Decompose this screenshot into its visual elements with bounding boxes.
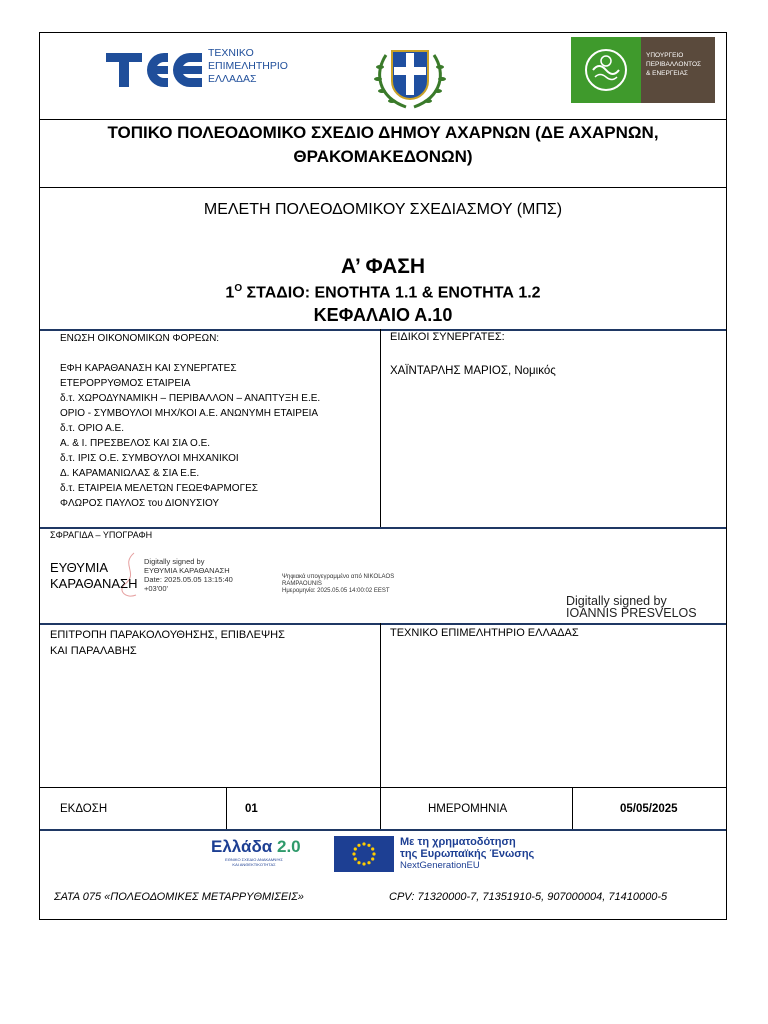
consortium-title: ΕΝΩΣΗ ΟΙΚΟΝΟΜΙΚΩΝ ΦΟΡΕΩΝ: bbox=[60, 333, 220, 344]
special-partners-title: ΕΙΔΙΚΟΙ ΣΥΝΕΡΓΑΤΕΣ: bbox=[390, 331, 505, 343]
list-item: ΕΦΗ ΚΑΡΑΘΑΝΑΣΗ ΚΑΙ ΣΥΝΕΡΓΑΤΕΣ bbox=[60, 363, 237, 374]
ministry-name-line: & ΕΝΕΡΓΕΙΑΣ bbox=[646, 70, 688, 77]
signer-name-line: ΚΑΡΑΘΑΝΑΣΗ bbox=[50, 576, 138, 591]
signature-line: ΕΥΘΥΜΙΑ ΚΑΡΑΘΑΝΑΣΗ bbox=[144, 566, 230, 575]
ministry-name bbox=[641, 37, 715, 103]
stamp-label: ΣΦΡΑΓΙΔΑ – ΥΠΟΓΡΑΦΗ bbox=[50, 530, 153, 540]
column-divider bbox=[380, 623, 381, 787]
ministry-logo bbox=[571, 37, 715, 103]
list-item: δ.τ. ΙΡΙΣ Ο.Ε. ΣΥΜΒΟΥΛΟΙ ΜΗΧΑΝΙΚΟΙ bbox=[60, 453, 239, 464]
second-digital-signature bbox=[282, 574, 394, 595]
tee-name-line: ΕΠΙΜΕΛΗΤΗΡΙΟ bbox=[208, 60, 288, 72]
greece-logo-subtitle: ΚΑΙ ΑΝΘΕΚΤΙΚΟΤΗΤΑΣ bbox=[232, 862, 276, 867]
eu-flag-icon bbox=[334, 836, 394, 872]
technical-chamber-title: ΤΕΧΝΙΚΟ ΕΠΙΜΕΛΗΤΗΡΙΟ ΕΛΛΑΔΑΣ bbox=[390, 627, 579, 639]
stage-superscript: Ο bbox=[234, 283, 243, 294]
committee-title-line: ΕΠΙΤΡΟΠΗ ΠΑΡΑΚΟΛΟΥΘΗΣΗΣ, ΕΠΙΒΛΕΨΗΣ bbox=[50, 629, 285, 641]
signature-line: Date: 2025.05.05 13:15:40 bbox=[144, 575, 233, 584]
cpv-codes: CPV: 71320000-7, 71351910-5, 907000004, 71410000-5 bbox=[389, 891, 668, 903]
column-divider bbox=[226, 787, 227, 829]
signature-line: IOANNIS PRESVELOS bbox=[566, 606, 697, 620]
digital-signature-detail bbox=[144, 557, 233, 593]
date-label: ΗΜΕΡΟΜΗΝΙΑ bbox=[428, 803, 508, 815]
list-item: δ.τ. ΟΡΙΟ Α.Ε. bbox=[60, 423, 124, 434]
edition-value: 01 bbox=[245, 803, 258, 815]
ministry-name-line: ΠΕΡΙΒΑΛΛΟΝΤΟΣ bbox=[646, 61, 702, 68]
divider bbox=[40, 527, 726, 529]
date-value: 05/05/2025 bbox=[620, 803, 678, 815]
tee-name-line: ΤΕΧΝΙΚΟ bbox=[208, 47, 254, 59]
list-item: Δ. ΚΑΡΑΜΑΝΙΩΛΑΣ & ΣΙΑ Ε.Ε. bbox=[60, 468, 200, 479]
greece-logo-word: Ελλάδα bbox=[211, 837, 273, 856]
next-generation-eu: NextGenerationEU bbox=[400, 860, 480, 871]
signer-name-line: ΕΥΘΥΜΙΑ bbox=[50, 560, 109, 575]
phase-title: Α’ ΦΑΣΗ bbox=[340, 255, 426, 278]
plan-title-line: ΤΟΠΙΚΟ ΠΟΛΕΟΔΟΜΙΚΟ ΣΧΕΔΙΟ ΔΗΜΟΥ ΑΧΑΡΝΩΝ (ΔΕ ΑΧΑΡΝΩΝ, bbox=[107, 123, 659, 142]
divider bbox=[40, 329, 726, 331]
list-item: δ.τ. ΧΩΡΟΔΥΝΑΜΙΚΗ – ΠΕΡΙΒΑΛΛΟΝ – ΑΝΑΠΤΥΞΗ Ε.Ε. bbox=[60, 393, 321, 404]
plan-title-line: ΘΡΑΚΟΜΑΚΕΔΟΝΩΝ) bbox=[293, 147, 473, 166]
eu-funding-line: Με τη χρηματοδότηση bbox=[400, 836, 516, 848]
cover-page-frame bbox=[39, 32, 727, 920]
signature-line: Ψηφιακά υπογεγραμμένο από NIKOLAOS bbox=[282, 574, 395, 580]
divider bbox=[40, 119, 726, 120]
divider bbox=[40, 187, 726, 188]
divider bbox=[40, 829, 726, 831]
committee-title-line: ΚΑΙ ΠΑΡΑΛΑΒΗΣ bbox=[50, 645, 137, 657]
ministry-name-line: ΥΠΟΥΡΓΕΙΟ bbox=[646, 52, 684, 59]
stage-text: ΣΤΑΔΙΟ: ΕΝΟΤΗΤΑ 1.1 & ΕΝΟΤΗΤΑ 1.2 bbox=[242, 284, 541, 302]
signature-line: Digitally signed by bbox=[566, 594, 667, 608]
funding-program: ΣΑΤΑ 075 «ΠΟΛΕΟΔΟΜΙΚΕΣ ΜΕΤΑΡΡΥΘΜΙΣΕΙΣ» bbox=[54, 891, 304, 903]
eu-funding-text bbox=[400, 836, 534, 872]
stage-title bbox=[40, 283, 726, 302]
tee-name bbox=[208, 47, 288, 86]
third-digital-signature bbox=[566, 595, 697, 619]
list-item: ΕΤΕΡΟΡΡΥΘΜΟΣ ΕΤΑΙΡΕΙΑ bbox=[60, 378, 191, 389]
special-partner-name: ΧΑΪΝΤΑΡΛΗΣ ΜΑΡΙΟΣ, Νομικός bbox=[390, 365, 556, 377]
signer-name bbox=[50, 560, 137, 592]
column-divider bbox=[572, 787, 573, 829]
chapter-title: ΚΕΦΑΛΑΙΟ Α.10 bbox=[313, 305, 453, 325]
hellenic-republic-emblem-icon bbox=[370, 37, 450, 113]
divider bbox=[40, 787, 726, 788]
plan-title bbox=[40, 121, 726, 169]
signature-line: Digitally signed by bbox=[144, 557, 205, 566]
study-title: ΜΕΛΕΤΗ ΠΟΛΕΟΔΟΜΙΚΟΥ ΣΧΕΔΙΑΣΜΟΥ (ΜΠΣ) bbox=[203, 201, 563, 218]
tee-name-line: ΕΛΛΑΔΑΣ bbox=[208, 73, 257, 85]
edition-label: ΕΚΔΟΣΗ bbox=[60, 803, 108, 815]
greece-logo-version: 2.0 bbox=[277, 837, 301, 856]
list-item: δ.τ. ΕΤΑΙΡΕΙΑ ΜΕΛΕΤΩΝ ΓΕΩΕΦΑΡΜΟΓΕΣ bbox=[60, 483, 258, 494]
column-divider bbox=[380, 329, 381, 527]
signature-line: Ημερομηνία: 2025.05.05 14:00:02 EEST bbox=[282, 588, 390, 594]
list-item: ΟΡΙΟ - ΣΥΜΒΟΥΛΟΙ ΜΗΧ/ΚΟΙ Α.Ε. ΑΝΩΝΥΜΗ ΕΤΑΙΡΕΙΑ bbox=[60, 408, 319, 419]
eu-funding-line: της Ευρωπαϊκής Ένωσης bbox=[400, 848, 535, 860]
signature-line: +03'00' bbox=[144, 584, 168, 593]
greece-logo-subtitle: ΕΘΝΙΚΟ ΣΧΕΔΙΟ ΑΝΑΚΑΜΨΗΣ bbox=[225, 857, 283, 862]
committee-title bbox=[50, 627, 285, 659]
ministry-emblem-icon bbox=[571, 37, 641, 103]
consortium-list bbox=[60, 361, 320, 511]
divider bbox=[40, 623, 726, 625]
signature-line: RAMPAOUNIS bbox=[282, 581, 322, 587]
greece-2-0-logo bbox=[211, 837, 301, 867]
stage-number: 1 bbox=[225, 284, 235, 302]
list-item: Α. & Ι. ΠΡΕΣΒΕΛΟΣ ΚΑΙ ΣΙΑ Ο.Ε. bbox=[60, 438, 211, 449]
column-divider bbox=[380, 787, 381, 829]
list-item: ΦΛΩΡΟΣ ΠΑΥΛΟΣ του ΔΙΟΝΥΣΙΟΥ bbox=[60, 498, 220, 509]
